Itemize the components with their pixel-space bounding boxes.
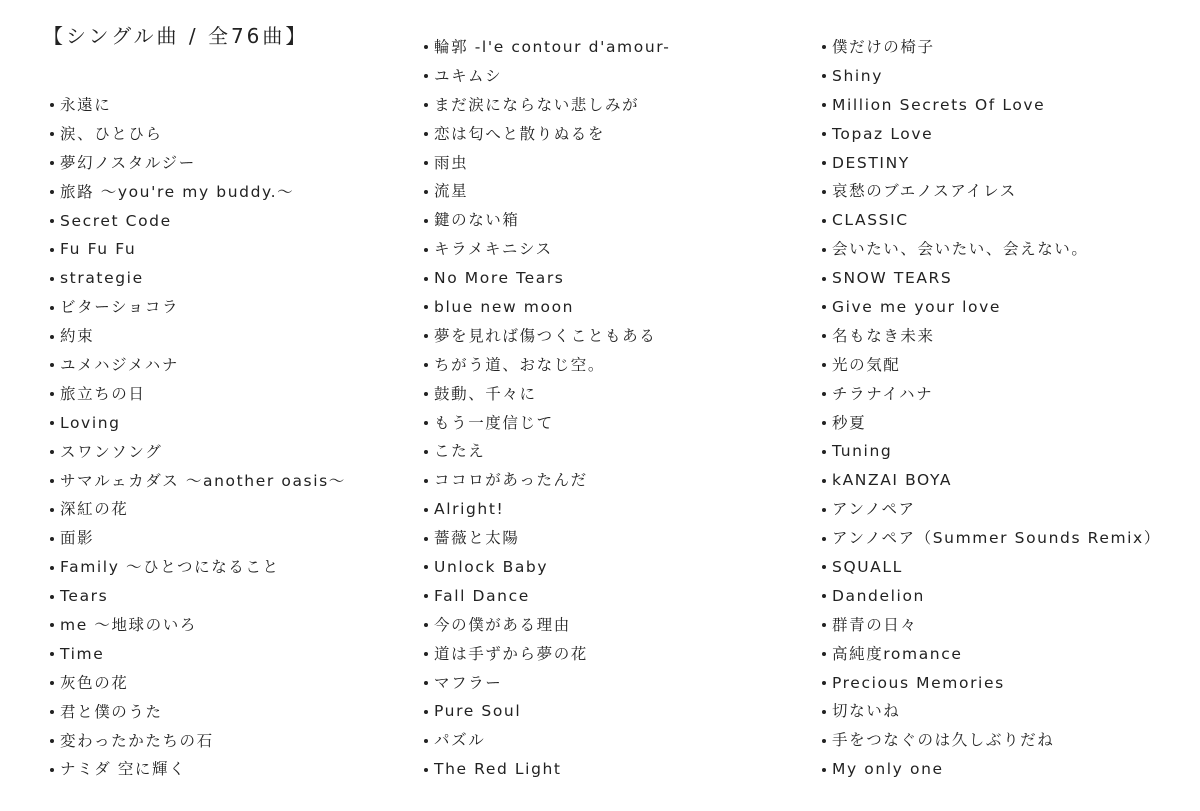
song-title: 旅立ちの日 <box>60 384 146 403</box>
song-title: 秒夏 <box>832 413 867 432</box>
bullet-icon <box>822 479 826 483</box>
bullet-icon <box>822 45 826 49</box>
song-item <box>50 582 346 611</box>
bullet-icon <box>50 623 54 627</box>
bullet-icon <box>50 190 54 194</box>
song-item <box>424 697 670 726</box>
bullet-icon <box>424 392 428 396</box>
song-title: Secret Code <box>60 211 172 230</box>
song-title: Unlock Baby <box>434 558 549 577</box>
song-title: 面影 <box>60 529 95 548</box>
song-title: サマルェカダス ～another oasis～ <box>60 471 346 490</box>
bullet-icon <box>822 392 826 396</box>
song-title: 名もなき未来 <box>832 326 935 345</box>
song-item <box>822 755 1161 784</box>
song-item <box>822 495 1161 524</box>
song-title: まだ涙にならない悲しみが <box>434 95 640 114</box>
bullet-icon <box>424 594 428 598</box>
bullet-icon <box>822 652 826 656</box>
song-title: 手をつなぐのは久しぶりだね <box>832 731 1055 750</box>
song-title: ユメハジメハナ <box>60 356 179 375</box>
bullet-icon <box>424 768 428 772</box>
song-title: 切ないね <box>832 702 901 721</box>
song-item <box>822 177 1161 206</box>
song-title: 変わったかたちの石 <box>60 731 214 750</box>
song-item <box>424 293 670 322</box>
song-title: Alright! <box>434 500 505 519</box>
song-item <box>424 206 670 235</box>
song-item <box>50 120 346 149</box>
song-item <box>424 553 670 582</box>
song-item <box>50 495 346 524</box>
song-title: ちがう道、おなじ空。 <box>434 355 606 374</box>
bullet-icon <box>50 768 54 772</box>
song-title: DESTINY <box>832 153 910 172</box>
song-item <box>822 437 1161 466</box>
song-title: 群青の日々 <box>832 615 918 634</box>
song-item <box>822 524 1161 553</box>
bullet-icon <box>424 479 428 483</box>
bullet-icon <box>424 421 428 425</box>
bullet-icon <box>424 508 428 512</box>
song-item <box>50 698 346 727</box>
song-title: Million Secrets Of Love <box>832 95 1046 114</box>
song-title: 流星 <box>434 182 469 201</box>
song-list-column-2 <box>424 33 670 784</box>
song-item <box>424 235 670 264</box>
bullet-icon <box>822 623 826 627</box>
song-item <box>50 409 346 438</box>
bullet-icon <box>424 652 428 656</box>
bullet-icon <box>50 450 54 454</box>
page-title: 【シングル曲 / 全76曲】 <box>43 24 309 48</box>
bullet-icon <box>50 566 54 570</box>
song-item <box>822 380 1161 409</box>
bullet-icon <box>50 652 54 656</box>
song-item <box>822 351 1161 380</box>
song-item <box>822 91 1161 120</box>
song-item <box>50 553 346 582</box>
song-item <box>822 120 1161 149</box>
song-title: Family ～ひとつになること <box>60 558 280 577</box>
bullet-icon <box>50 537 54 541</box>
song-item <box>424 437 670 466</box>
song-item <box>424 62 670 91</box>
bullet-icon <box>822 248 826 252</box>
song-item <box>50 178 346 207</box>
bullet-icon <box>50 595 54 599</box>
song-item <box>424 524 670 553</box>
song-item <box>50 351 346 380</box>
song-item <box>822 62 1161 91</box>
bullet-icon <box>822 161 826 165</box>
song-title: The Red Light <box>434 760 562 779</box>
song-title: マフラー <box>434 673 503 692</box>
bullet-icon <box>424 161 428 165</box>
song-item <box>822 149 1161 178</box>
song-title: Loving <box>60 413 121 432</box>
bullet-icon <box>424 103 428 107</box>
bullet-icon <box>822 132 826 136</box>
bullet-icon <box>424 363 428 367</box>
song-title: SQUALL <box>832 558 903 577</box>
song-item <box>822 582 1161 611</box>
song-title: ビターショコラ <box>60 298 180 317</box>
song-item <box>822 553 1161 582</box>
song-item <box>424 466 670 495</box>
song-item <box>50 727 346 756</box>
bullet-icon <box>822 681 826 685</box>
bullet-icon <box>822 363 826 367</box>
song-item <box>424 91 670 120</box>
song-item <box>424 33 670 62</box>
song-list-column-3 <box>822 33 1161 784</box>
bullet-icon <box>50 103 54 107</box>
bullet-icon <box>424 305 428 309</box>
song-item <box>822 293 1161 322</box>
song-title: No More Tears <box>434 269 565 288</box>
song-title: 会いたい、会いたい、会えない。 <box>832 240 1089 259</box>
song-item <box>50 380 346 409</box>
bullet-icon <box>50 335 54 339</box>
song-title: 夢幻ノスタルジー <box>60 153 196 172</box>
bullet-icon <box>424 334 428 338</box>
song-title: チラナイハナ <box>832 384 934 403</box>
bullet-icon <box>50 363 54 367</box>
bullet-icon <box>50 219 54 223</box>
bullet-icon <box>50 421 54 425</box>
song-title: 哀愁のブエノスアイレス <box>832 182 1017 201</box>
song-title: 雨虫 <box>434 153 469 172</box>
bullet-icon <box>822 219 826 223</box>
bullet-icon <box>822 334 826 338</box>
song-title: 薔薇と太陽 <box>434 529 520 548</box>
bullet-icon <box>50 479 54 483</box>
song-title: Fall Dance <box>434 586 530 605</box>
song-item <box>822 611 1161 640</box>
bullet-icon <box>424 710 428 714</box>
bullet-icon <box>822 768 826 772</box>
song-item <box>424 380 670 409</box>
song-item <box>50 322 346 351</box>
song-item <box>424 149 670 178</box>
song-title: ナミダ 空に輝く <box>60 760 187 779</box>
song-title: me ～地球のいろ <box>60 616 197 635</box>
bullet-icon <box>822 450 826 454</box>
song-list-column-1 <box>50 91 346 784</box>
song-item <box>822 322 1161 351</box>
song-item <box>424 755 670 784</box>
song-title: Topaz Love <box>832 124 934 143</box>
bullet-icon <box>822 74 826 78</box>
bullet-icon <box>424 450 428 454</box>
song-title: Tuning <box>832 442 893 461</box>
bullet-icon <box>822 305 826 309</box>
song-item <box>50 293 346 322</box>
song-item <box>424 669 670 698</box>
song-title: ココロがあったんだ <box>434 471 588 490</box>
song-item <box>424 726 670 755</box>
song-title: 夢を見れば傷つくこともある <box>434 326 657 345</box>
bullet-icon <box>424 132 428 136</box>
song-title: 君と僕のうた <box>60 702 163 721</box>
bullet-icon <box>424 537 428 541</box>
bullet-icon <box>424 277 428 281</box>
song-title: 道は手ずから夢の花 <box>434 644 588 663</box>
song-item <box>50 91 346 120</box>
song-item <box>822 697 1161 726</box>
song-item <box>50 438 346 467</box>
song-item <box>50 611 346 640</box>
bullet-icon <box>822 277 826 281</box>
bullet-icon <box>424 74 428 78</box>
song-item <box>50 264 346 293</box>
bullet-icon <box>424 681 428 685</box>
bullet-icon <box>822 710 826 714</box>
song-title: 約束 <box>60 327 95 346</box>
bullet-icon <box>822 739 826 743</box>
song-item <box>424 611 670 640</box>
bullet-icon <box>50 508 54 512</box>
song-item <box>822 726 1161 755</box>
song-item <box>822 466 1161 495</box>
bullet-icon <box>50 161 54 165</box>
song-title: 鍵のない箱 <box>434 211 520 230</box>
song-title: 旅路 ～you're my buddy.～ <box>60 182 295 201</box>
song-title: SNOW TEARS <box>832 269 953 288</box>
bullet-icon <box>424 219 428 223</box>
bullet-icon <box>424 739 428 743</box>
song-item <box>424 409 670 438</box>
song-item <box>50 640 346 669</box>
song-item <box>424 177 670 206</box>
song-title: 高純度romance <box>832 644 963 663</box>
bullet-icon <box>424 248 428 252</box>
song-item <box>822 235 1161 264</box>
song-item <box>50 149 346 178</box>
song-item <box>50 235 346 264</box>
song-title: CLASSIC <box>832 211 909 230</box>
song-item <box>424 120 670 149</box>
bullet-icon <box>50 132 54 136</box>
song-title: ユキムシ <box>434 66 503 85</box>
bullet-icon <box>50 306 54 310</box>
song-title: 恋は匂へと散りぬるを <box>434 124 606 143</box>
bullet-icon <box>424 190 428 194</box>
song-title: キラメキニシス <box>434 240 553 259</box>
song-item <box>822 264 1161 293</box>
bullet-icon <box>822 565 826 569</box>
song-title: Tears <box>60 587 109 606</box>
bullet-icon <box>822 594 826 598</box>
bullet-icon <box>50 710 54 714</box>
song-title: My only one <box>832 760 944 779</box>
song-item <box>822 640 1161 669</box>
song-title: Shiny <box>832 66 883 85</box>
bullet-icon <box>424 565 428 569</box>
song-title: もう一度信じて <box>434 413 554 432</box>
song-title: 光の気配 <box>832 355 901 374</box>
song-item <box>424 322 670 351</box>
song-title: Pure Soul <box>434 702 522 721</box>
song-title: Dandelion <box>832 586 925 605</box>
song-title: 僕だけの椅子 <box>832 38 935 56</box>
bullet-icon <box>822 103 826 107</box>
song-title: blue new moon <box>434 298 575 317</box>
bullet-icon <box>822 421 826 425</box>
song-item <box>822 33 1161 62</box>
song-title: kANZAI BOYA <box>832 471 953 490</box>
bullet-icon <box>50 392 54 396</box>
song-item <box>50 669 346 698</box>
song-title: 今の僕がある理由 <box>434 615 571 634</box>
song-item <box>822 206 1161 235</box>
song-title: アンノペア（Summer Sounds Remix） <box>832 529 1161 548</box>
bullet-icon <box>50 277 54 281</box>
song-item <box>50 755 346 784</box>
bullet-icon <box>50 248 54 252</box>
song-item <box>822 409 1161 438</box>
song-title: アンノペア <box>832 500 916 519</box>
song-title: Precious Memories <box>832 673 1005 692</box>
song-item <box>50 207 346 236</box>
song-title: strategie <box>60 269 144 288</box>
song-title: こたえ <box>434 442 486 461</box>
song-title: Give me your love <box>832 298 1001 317</box>
song-item <box>424 495 670 524</box>
song-item <box>50 524 346 553</box>
bullet-icon <box>424 623 428 627</box>
song-title: 涙、ひとひら <box>60 124 163 143</box>
bullet-icon <box>50 681 54 685</box>
song-title: スワンソング <box>60 442 163 461</box>
song-title: 鼓動、千々に <box>434 384 537 403</box>
song-title: 永遠に <box>60 96 112 114</box>
bullet-icon <box>50 739 54 743</box>
song-item <box>424 582 670 611</box>
song-title: Fu Fu Fu <box>60 240 137 259</box>
song-item <box>50 467 346 496</box>
song-title: 深紅の花 <box>60 500 129 519</box>
song-item <box>424 640 670 669</box>
bullet-icon <box>822 508 826 512</box>
song-title: 灰色の花 <box>60 673 129 692</box>
bullet-icon <box>822 537 826 541</box>
song-item <box>424 264 670 293</box>
bullet-icon <box>822 190 826 194</box>
song-title: パズル <box>434 731 486 750</box>
song-title: Time <box>60 644 105 663</box>
song-item <box>424 351 670 380</box>
bullet-icon <box>424 45 428 49</box>
song-item <box>822 669 1161 698</box>
song-title: 輪郭 -l'e contour d'amour- <box>434 38 671 56</box>
